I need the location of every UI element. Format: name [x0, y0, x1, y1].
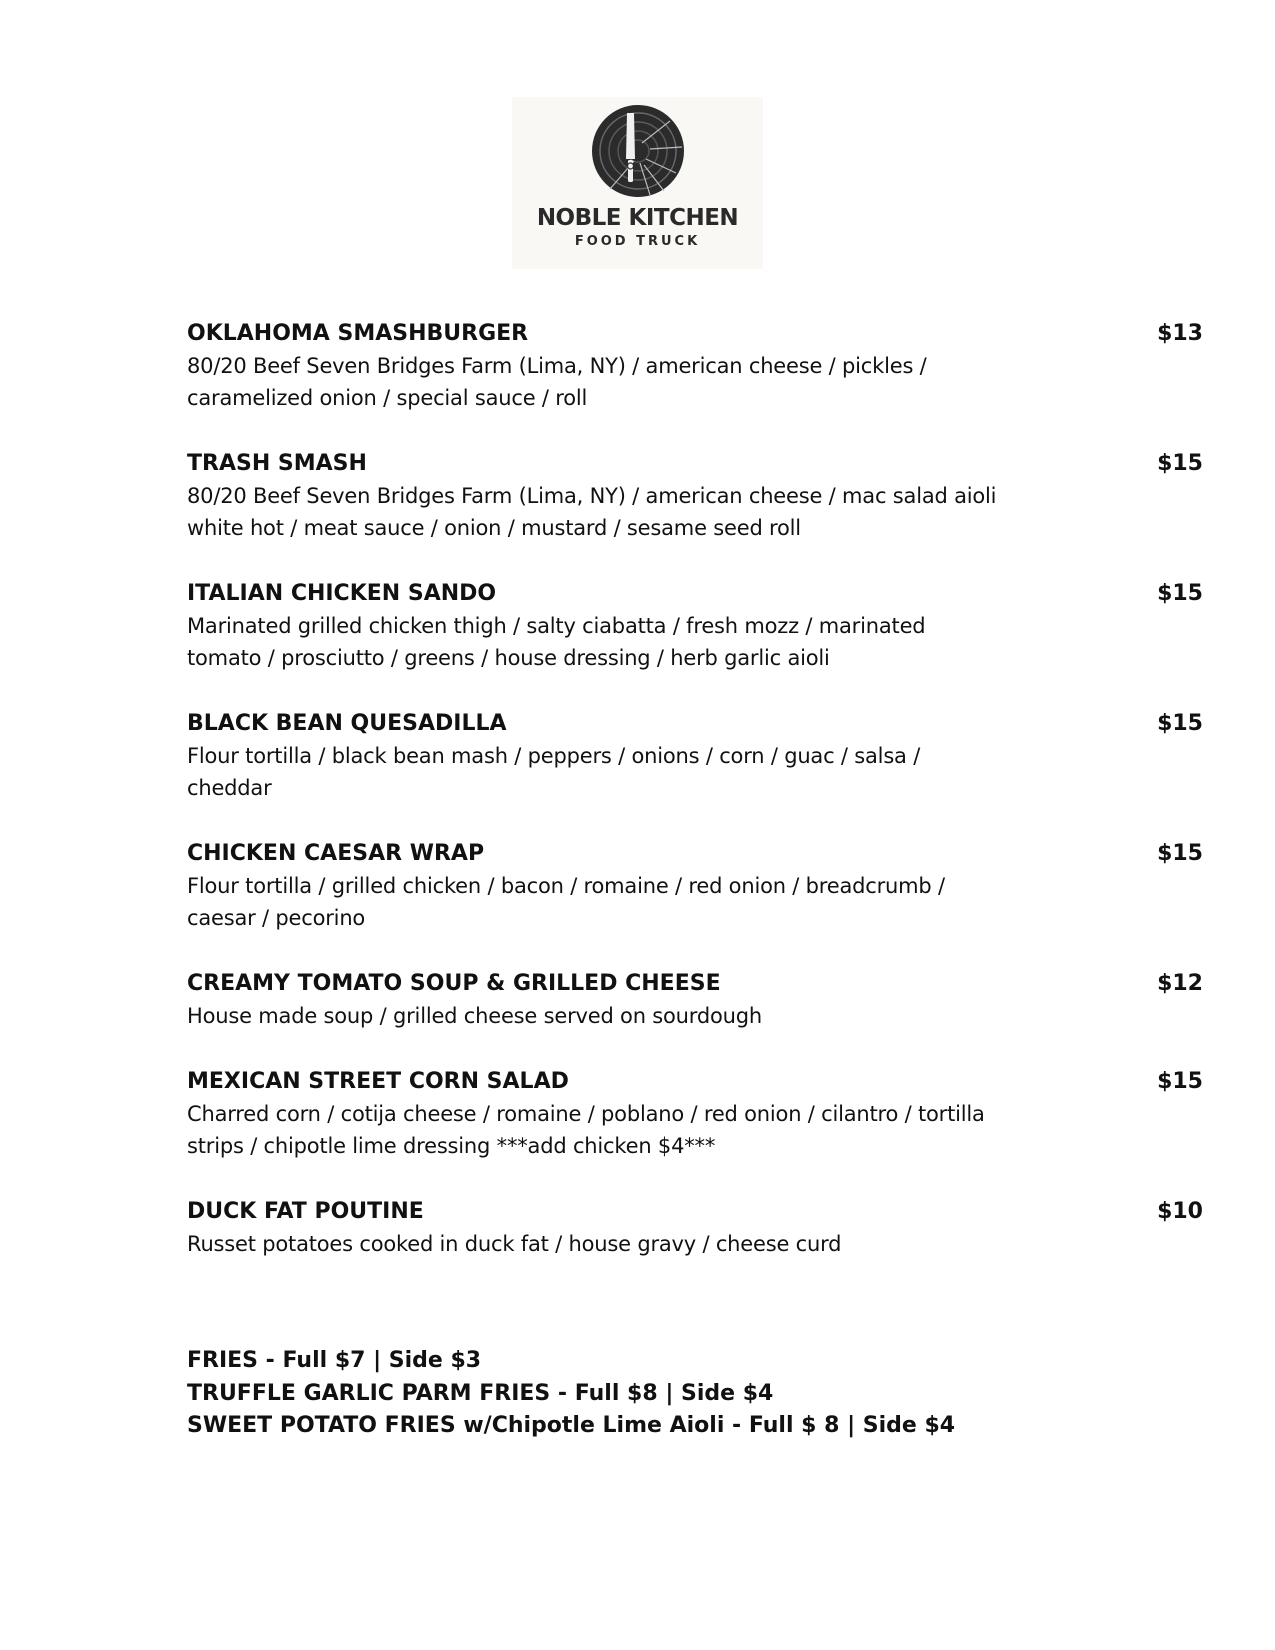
item-description-line: Flour tortilla / grilled chicken / bacon / romaine / red onion / breadcrumb / — [187, 874, 945, 898]
sides-list — [187, 1345, 955, 1443]
item-price: $15 — [1157, 711, 1203, 736]
item-description-line: House made soup / grilled cheese served on sourdough — [187, 1004, 762, 1028]
item-name: CREAMY TOMATO SOUP & GRILLED CHEESE — [187, 971, 721, 996]
item-description-line: tomato / prosciutto / greens / house dressing / herb garlic aioli — [187, 646, 830, 670]
menu-item — [187, 838, 1203, 934]
menu-item — [187, 1066, 1203, 1162]
menu-item — [187, 708, 1203, 804]
menu-item — [187, 318, 1203, 414]
item-description-line: Marinated grilled chicken thigh / salty ciabatta / fresh mozz / marinated — [187, 614, 926, 638]
item-price: $15 — [1157, 841, 1203, 866]
item-description — [187, 350, 1087, 414]
item-description-line: cheddar — [187, 776, 272, 800]
item-name: CHICKEN CAESAR WRAP — [187, 841, 485, 866]
item-description — [187, 610, 1087, 674]
item-price: $15 — [1157, 451, 1203, 476]
item-description — [187, 1098, 1087, 1162]
side-item: SWEET POTATO FRIES w/Chipotle Lime Aioli - Full $ 8 | Side $4 — [187, 1413, 956, 1438]
item-description — [187, 740, 1087, 804]
item-description-line: Russet potatoes cooked in duck fat / house gravy / cheese curd — [187, 1232, 842, 1256]
side-item: FRIES - Full $7 | Side $3 — [187, 1348, 482, 1373]
item-description-line: strips / chipotle lime dressing ***add chicken $4*** — [187, 1134, 716, 1158]
item-description-line: white hot / meat sauce / onion / mustard / sesame seed roll — [187, 516, 801, 540]
item-price: $13 — [1157, 321, 1203, 346]
item-price: $10 — [1157, 1199, 1203, 1224]
item-name: DUCK FAT POUTINE — [187, 1199, 424, 1224]
item-description-line: 80/20 Beef Seven Bridges Farm (Lima, NY) / american cheese / pickles / — [187, 354, 927, 378]
menu-item — [187, 448, 1203, 544]
menu-list — [187, 318, 1203, 1294]
item-description-line: Flour tortilla / black bean mash / peppers / onions / corn / guac / salsa / — [187, 744, 921, 768]
item-description — [187, 480, 1087, 544]
logo-subtitle: FOOD TRUCK — [574, 234, 701, 249]
item-name: OKLAHOMA SMASHBURGER — [187, 321, 529, 346]
item-price: $15 — [1157, 1069, 1203, 1094]
item-name: TRASH SMASH — [187, 451, 367, 476]
item-description-line: 80/20 Beef Seven Bridges Farm (Lima, NY) / american cheese / mac salad aioli — [187, 484, 997, 508]
menu-item — [187, 968, 1203, 1032]
item-description — [187, 870, 1087, 934]
item-name: ITALIAN CHICKEN SANDO — [187, 581, 497, 606]
menu-item — [187, 1196, 1203, 1260]
item-price: $12 — [1157, 971, 1203, 996]
item-description-line: Charred corn / cotija cheese / romaine / poblano / red onion / cilantro / tortilla — [187, 1102, 985, 1126]
menu-item — [187, 578, 1203, 674]
item-description-line: caesar / pecorino — [187, 906, 366, 930]
logo-title: NOBLE KITCHEN — [536, 205, 739, 231]
item-price: $15 — [1157, 581, 1203, 606]
item-description-line: caramelized onion / special sauce / roll — [187, 386, 588, 410]
item-name: BLACK BEAN QUESADILLA — [187, 711, 507, 736]
item-name: MEXICAN STREET CORN SALAD — [187, 1069, 569, 1094]
item-description — [187, 1000, 1087, 1032]
item-description — [187, 1228, 1087, 1260]
tree-ring-knife-icon — [590, 103, 686, 199]
logo — [512, 97, 763, 269]
side-item: TRUFFLE GARLIC PARM FRIES - Full $8 | Side $4 — [187, 1380, 774, 1406]
